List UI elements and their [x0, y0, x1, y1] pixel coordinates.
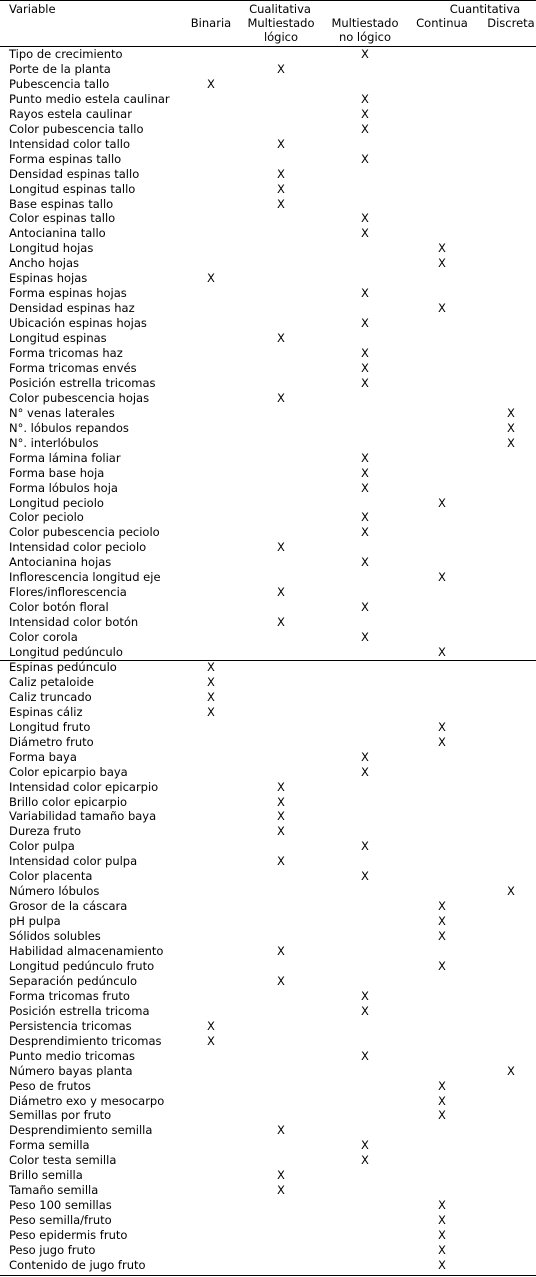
table-row [0, 211, 536, 226]
mark-nol: X [361, 1138, 369, 1153]
variable-label: N°. lóbulos repandos [9, 420, 129, 435]
variable-label: Color peciolo [9, 510, 84, 525]
table-row [0, 570, 536, 585]
table-row [0, 496, 536, 511]
variable-label: Densidad espinas haz [9, 301, 135, 316]
variable-label: Forma tricomas envés [9, 360, 137, 375]
variable-label: Color epicarpio baya [9, 764, 128, 779]
variable-label: Color pubescencia peciolo [9, 525, 160, 540]
mark-nol: X [361, 151, 369, 166]
mark-bin: X [207, 704, 215, 719]
variable-label: Espinas hojas [9, 271, 88, 286]
mark-bin: X [207, 674, 215, 689]
table-row [0, 720, 536, 735]
table-row [0, 346, 536, 361]
mark-con: X [438, 1257, 446, 1272]
variable-label: Forma base hoja [9, 465, 105, 480]
mark-con: X [438, 301, 446, 316]
variable-label: Forma baya [9, 749, 77, 764]
mark-con: X [438, 1228, 446, 1243]
table-row [0, 959, 536, 974]
variable-label: Pubescencia tallo [9, 76, 110, 91]
mark-nol: X [361, 316, 369, 331]
variable-label: Densidad espinas tallo [9, 166, 140, 181]
table-row [0, 107, 536, 122]
mark-nol: X [361, 286, 369, 301]
table-row [0, 286, 536, 301]
table-row [0, 92, 536, 107]
mark-dis: X [507, 420, 515, 435]
variable-label: Intensidad color tallo [9, 136, 130, 151]
table-row [0, 869, 536, 884]
mark-con: X [438, 914, 446, 929]
mark-nol: X [361, 465, 369, 480]
mark-con: X [438, 719, 446, 734]
variable-label: Longitud pedúnculo fruto [9, 958, 155, 973]
table-row [0, 705, 536, 720]
mark-con: X [438, 1213, 446, 1228]
mark-bin: X [207, 1018, 215, 1033]
mark-nol: X [361, 839, 369, 854]
table-row [0, 466, 536, 481]
mark-nol: X [361, 764, 369, 779]
header-binaria: Binaria [190, 16, 232, 30]
variable-label: Longitud peciolo [9, 495, 104, 510]
table-row [0, 361, 536, 376]
table-row [0, 555, 536, 570]
variable-label: Forma tricomas fruto [9, 988, 130, 1003]
mark-nol: X [361, 450, 369, 465]
variable-label: Peso jugo fruto [9, 1243, 96, 1257]
table-row [0, 451, 536, 466]
header-cualitativa: Cualitativa [249, 2, 311, 16]
mark-nol: X [361, 555, 369, 570]
variable-label: Color pubescencia tallo [9, 121, 144, 136]
variable-label: Semillas por fruto [9, 1108, 112, 1123]
table-row [0, 540, 536, 555]
variable-label: Peso 100 semillas [9, 1198, 112, 1213]
mark-mul: X [277, 181, 285, 196]
table-row [0, 600, 536, 615]
mark-mul: X [277, 196, 285, 211]
table-row [0, 1228, 536, 1243]
bottom-rule [0, 1275, 536, 1276]
mark-mul: X [277, 944, 285, 958]
mark-bin: X [207, 271, 215, 286]
mark-nol: X [361, 1003, 369, 1018]
variable-label: Brillo semilla [9, 1168, 83, 1183]
variable-label: Longitud fruto [9, 719, 91, 734]
table-row [0, 256, 536, 271]
variable-label: Variabilidad tamaño baya [9, 809, 157, 824]
variable-label: Desprendimiento semilla [9, 1123, 153, 1138]
mark-nol: X [361, 988, 369, 1003]
variable-label: Separación pedúnculo [9, 973, 138, 988]
variable-label: Posición estrella tricomas [9, 375, 156, 390]
table-row [0, 331, 536, 346]
table-row [0, 914, 536, 929]
variable-label: Color espinas tallo [9, 211, 116, 226]
table-row [0, 1123, 536, 1138]
mark-bin: X [207, 689, 215, 704]
mark-con: X [438, 1198, 446, 1213]
mark-nol: X [361, 121, 369, 136]
mark-con: X [438, 1108, 446, 1123]
table-row [0, 615, 536, 630]
variable-label: Color botón floral [9, 600, 109, 615]
table-row [0, 1079, 536, 1094]
variable-label: Forma lóbulos hoja [9, 480, 118, 495]
variable-label: Intensidad color pulpa [9, 854, 138, 869]
variable-label: Peso de frutos [9, 1078, 91, 1093]
mark-dis: X [507, 884, 515, 899]
mark-bin: X [207, 76, 215, 91]
mark-mul: X [277, 166, 285, 181]
table-row [0, 316, 536, 331]
variable-label: Intensidad color botón [9, 615, 139, 630]
mark-nol: X [361, 600, 369, 615]
variable-label: Intensidad color peciolo [9, 540, 147, 555]
table-row [0, 929, 536, 944]
mark-mul: X [277, 973, 285, 988]
variable-label: Sólidos solubles [9, 929, 101, 944]
variable-label: Rayos estela caulinar [9, 106, 132, 121]
variable-label: Porte de la planta [9, 61, 111, 76]
table-row [0, 780, 536, 795]
header-multiestado-no-logico-line2: no lógico [338, 30, 392, 44]
variable-label: Longitud hojas [9, 241, 94, 256]
variable-label: pH pulpa [9, 914, 61, 929]
mark-con: X [438, 495, 446, 510]
mark-mul: X [277, 854, 285, 869]
mark-nol: X [361, 360, 369, 375]
table-row [0, 62, 536, 77]
variable-label: Dureza fruto [9, 824, 82, 839]
variable-label: Forma semilla [9, 1138, 90, 1153]
mark-con: X [438, 1243, 446, 1257]
mark-nol: X [361, 525, 369, 540]
table-row [0, 137, 536, 152]
variable-label: Caliz truncado [9, 689, 92, 704]
table-row [0, 167, 536, 182]
mark-con: X [438, 1093, 446, 1108]
mark-nol: X [361, 91, 369, 106]
variable-label: Habilidad almacenamiento [9, 944, 164, 958]
mark-nol: X [361, 869, 369, 884]
variable-label: Caliz petaloide [9, 674, 94, 689]
table-row [0, 1094, 536, 1109]
table-row [0, 1138, 536, 1153]
variable-label: Espinas cáliz [9, 704, 83, 719]
mark-dis: X [507, 1063, 515, 1078]
mark-nol: X [361, 1048, 369, 1063]
table-row [0, 226, 536, 241]
mark-bin: X [207, 1033, 215, 1048]
table-row [0, 989, 536, 1004]
table-row [0, 735, 536, 750]
table-row [0, 884, 536, 899]
variable-label: Número bayas planta [9, 1063, 133, 1078]
variable-label: Base espinas tallo [9, 196, 114, 211]
mark-nol: X [361, 630, 369, 645]
mark-con: X [438, 734, 446, 749]
variable-label: Color testa semilla [9, 1153, 117, 1168]
table-row [0, 271, 536, 286]
table-row [0, 197, 536, 212]
mark-dis: X [507, 435, 515, 450]
mark-mul: X [277, 390, 285, 405]
mark-nol: X [361, 106, 369, 121]
variable-label: Color corola [9, 630, 78, 645]
table-row [0, 795, 536, 810]
table-row [0, 660, 536, 675]
table-row [0, 1153, 536, 1168]
header-multiestado-no-logico-line1: Multiestado [331, 16, 399, 30]
table-row [0, 630, 536, 645]
variable-label: Antocianina tallo [9, 226, 106, 241]
mark-nol: X [361, 510, 369, 525]
variable-label: Longitud pedúnculo [9, 645, 123, 659]
table-row [0, 436, 536, 451]
top-rule [0, 0, 536, 1]
variable-label: Punto medio estela caulinar [9, 91, 170, 106]
table-row [0, 944, 536, 959]
mark-mul: X [277, 1168, 285, 1183]
table-row [0, 1258, 536, 1273]
table-row [0, 1198, 536, 1213]
variable-label: Persistencia tricomas [9, 1018, 132, 1033]
table-row [0, 824, 536, 839]
variable-label: Desprendimiento tricomas [9, 1033, 162, 1048]
table-row [0, 1004, 536, 1019]
table-row [0, 152, 536, 167]
variable-label: Ancho hojas [9, 256, 80, 271]
variable-label: Tipo de crecimiento [9, 47, 123, 61]
table-row [0, 525, 536, 540]
table-row [0, 182, 536, 197]
mark-nol: X [361, 47, 369, 61]
mark-nol: X [361, 226, 369, 241]
table-row [0, 1064, 536, 1079]
table-row [0, 645, 536, 660]
table-row [0, 510, 536, 525]
table-row [0, 854, 536, 869]
header-discreta: Discreta [487, 16, 535, 30]
variable-label: N° venas laterales [9, 405, 115, 420]
variable-label: Diámetro fruto [9, 734, 94, 749]
variable-label: Intensidad color epicarpio [9, 779, 159, 794]
mark-con: X [438, 570, 446, 585]
table-row [0, 974, 536, 989]
variable-label: Forma tricomas haz [9, 346, 123, 360]
variable-label: Antocianina hojas [9, 555, 112, 570]
variable-label: Peso epidermis fruto [9, 1228, 128, 1243]
mark-mul: X [277, 61, 285, 76]
table-row [0, 1183, 536, 1198]
mark-con: X [438, 256, 446, 271]
variable-label: Forma espinas hojas [9, 286, 127, 301]
header-multiestado-logico-line1: Multiestado [247, 16, 315, 30]
table-row [0, 1108, 536, 1123]
header-multiestado-logico-line2: lógico [263, 30, 299, 44]
mark-nol: X [361, 480, 369, 495]
variable-label: Punto medio tricomas [9, 1048, 136, 1063]
variable-label: Tamaño semilla [9, 1183, 99, 1198]
variable-label: Espinas pedúnculo [9, 659, 117, 674]
table-row [0, 122, 536, 137]
table-row [0, 301, 536, 316]
table-row [0, 47, 536, 62]
mark-nol: X [361, 749, 369, 764]
table-row [0, 690, 536, 705]
mark-mul: X [277, 615, 285, 630]
header-variable: Variable [9, 2, 56, 16]
variable-label: Color pulpa [9, 839, 75, 854]
table-row [0, 481, 536, 496]
mark-con: X [438, 929, 446, 944]
mark-con: X [438, 958, 446, 973]
mark-mul: X [277, 585, 285, 600]
table-row [0, 421, 536, 436]
variable-label: Longitud espinas [9, 331, 107, 346]
mark-nol: X [361, 375, 369, 390]
mark-bin: X [207, 659, 215, 674]
mark-nol: X [361, 1153, 369, 1168]
table-row [0, 406, 536, 421]
variable-label: Brillo color epicarpio [9, 794, 128, 809]
variable-label: Color pubescencia hojas [9, 390, 150, 405]
variable-label: Ubicación espinas hojas [9, 316, 147, 331]
table-row [0, 1019, 536, 1034]
header-cuantitativa: Cuantitativa [449, 2, 521, 16]
table-row [0, 809, 536, 824]
variable-label: Contenido de jugo fruto [9, 1257, 146, 1272]
table-row [0, 1243, 536, 1258]
mark-mul: X [277, 809, 285, 824]
table-row [0, 1168, 536, 1183]
mark-mul: X [277, 331, 285, 346]
table-row [0, 376, 536, 391]
table-row [0, 391, 536, 406]
variable-label: Flores/inflorescencia [9, 585, 127, 600]
mark-con: X [438, 899, 446, 914]
variable-label: Número lóbulos [9, 884, 100, 899]
table-row [0, 1034, 536, 1049]
variable-label: Posición estrella tricoma [9, 1003, 150, 1018]
variable-label: Diámetro exo y mesocarpo [9, 1093, 165, 1108]
variable-label: Color placenta [9, 869, 93, 884]
mark-mul: X [277, 1183, 285, 1198]
mark-mul: X [277, 824, 285, 839]
variable-label: Forma lámina foliar [9, 450, 121, 465]
table-row [0, 77, 536, 92]
mark-mul: X [277, 136, 285, 151]
mark-dis: X [507, 405, 515, 420]
variable-label: N°. interlóbulos [9, 435, 99, 450]
mark-nol: X [361, 346, 369, 360]
mark-mul: X [277, 794, 285, 809]
table-row [0, 241, 536, 256]
mark-nol: X [361, 211, 369, 226]
table-row [0, 899, 536, 914]
variable-label: Forma espinas tallo [9, 151, 122, 166]
variable-label: Inflorescencia longitud eje [9, 570, 161, 585]
table-row [0, 765, 536, 780]
mark-mul: X [277, 779, 285, 794]
table-row [0, 1049, 536, 1064]
variable-label: Peso semilla/fruto [9, 1213, 112, 1228]
table-row [0, 750, 536, 765]
table-row [0, 839, 536, 854]
header-continua: Continua [416, 16, 468, 30]
table-row [0, 585, 536, 600]
variable-label: Longitud espinas tallo [9, 181, 136, 196]
mark-con: X [438, 645, 446, 659]
mark-con: X [438, 1078, 446, 1093]
mark-con: X [438, 241, 446, 256]
variable-label: Grosor de la cáscara [9, 899, 128, 914]
table-row [0, 675, 536, 690]
table-row [0, 1213, 536, 1228]
mark-mul: X [277, 1123, 285, 1138]
mark-mul: X [277, 540, 285, 555]
